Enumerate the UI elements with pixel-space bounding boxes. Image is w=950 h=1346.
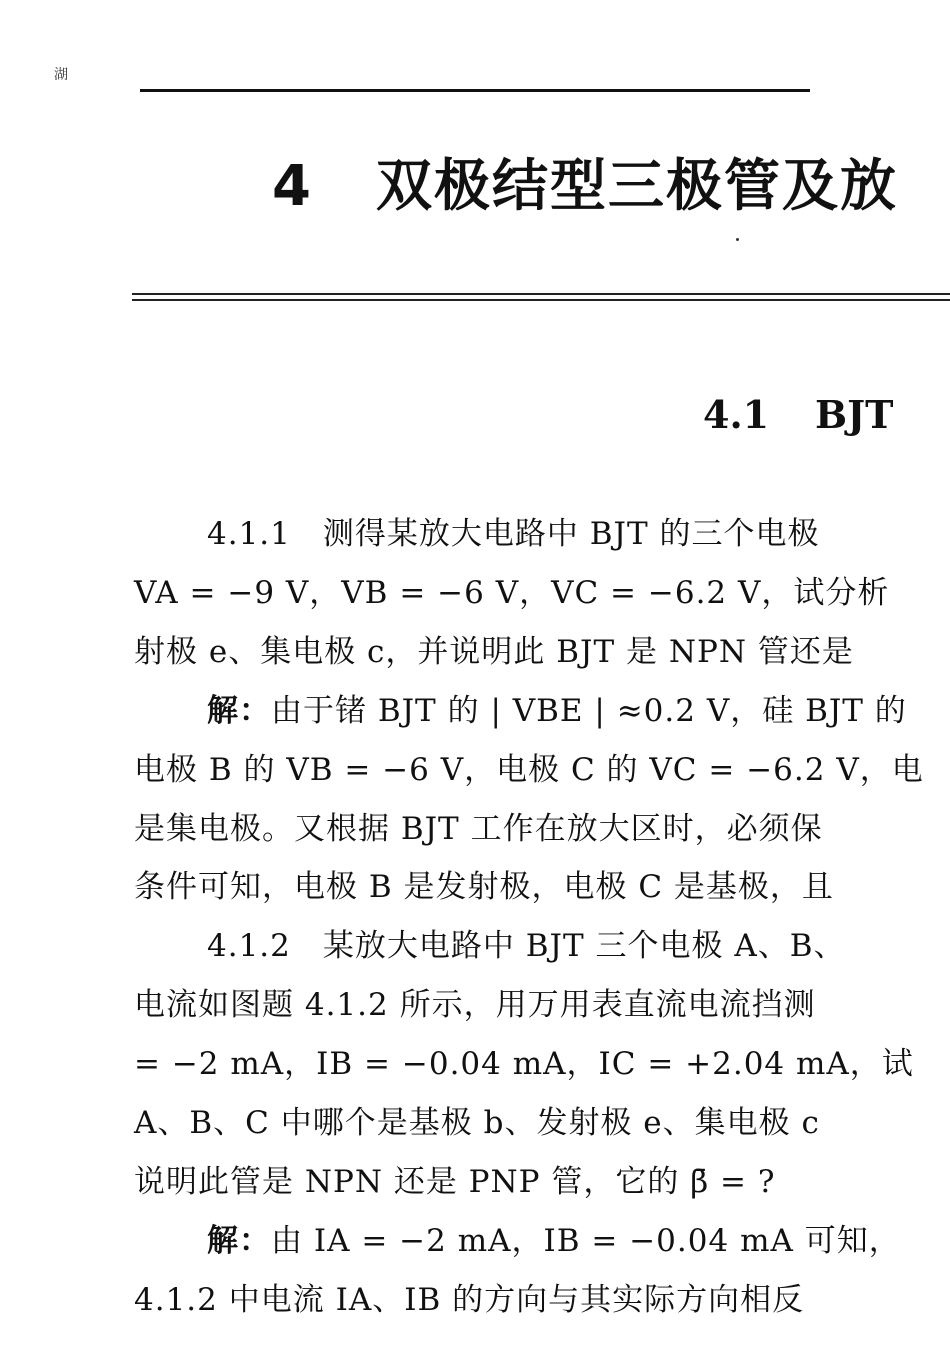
solution-label: 解：: [207, 693, 271, 729]
chapter-title: 双极结型三极管及放: [376, 154, 898, 219]
solution-4-1-1-line-3: 是集电极。又根据 BJT 工作在放大区时，必须保: [134, 811, 823, 847]
solution-text: 由 IA = −2 mA，IB = −0.04 mA 可知，: [271, 1223, 901, 1259]
header-rule: [140, 89, 810, 92]
section-heading: [703, 392, 893, 437]
section-number: 4.1: [703, 392, 770, 437]
problem-4-1-2-line-5: 说明此管是 NPN 还是 PNP 管，它的 β̄ = ?: [134, 1164, 776, 1200]
problem-4-1-2-line-2: 电流如图题 4.1.2 所示，用万用表直流电流挡测: [134, 987, 816, 1023]
problem-4-1-1-line-3: 射极 e、集电极 c，并说明此 BJT 是 NPN 管还是: [134, 634, 854, 670]
solution-4-1-2-line-2: 4.1.2 中电流 IA、IB 的方向与其实际方向相反: [134, 1282, 805, 1318]
problem-4-1-1-line-1: 4.1.1 测得某放大电路中 BJT 的三个电极: [207, 516, 820, 552]
solution-4-1-1-line-2: 电极 B 的 VB = −6 V，电极 C 的 VC = −6.2 V，电: [134, 752, 924, 788]
scan-speck: [736, 238, 739, 241]
section-title: BJT: [815, 392, 894, 437]
solution-4-1-2-line-1: [207, 1221, 901, 1261]
solution-label: 解：: [207, 1223, 271, 1259]
problem-4-1-2-line-3: = −2 mA，IB = −0.04 mA，IC = +2.04 mA，试: [134, 1046, 914, 1082]
problem-4-1-2-line-1: 4.1.2 某放大电路中 BJT 三个电极 A、B、: [207, 928, 846, 964]
chapter-double-rule: [132, 293, 950, 303]
solution-4-1-1-line-1: [207, 691, 907, 731]
chapter-number: 4: [272, 154, 313, 219]
solution-4-1-1-line-4: 条件可知，电极 B 是发射极，电极 C 是基极，且: [134, 869, 834, 905]
corner-mark: 湖: [54, 67, 68, 83]
chapter-heading: [272, 142, 898, 222]
solution-text: 由于锗 BJT 的 | VBE | ≈0.2 V，硅 BJT 的: [271, 693, 907, 729]
problem-4-1-1-line-2: VA = −9 V，VB = −6 V，VC = −6.2 V，试分析: [134, 575, 890, 611]
problem-4-1-2-line-4: A、B、C 中哪个是基极 b、发射极 e、集电极 c: [134, 1105, 820, 1141]
